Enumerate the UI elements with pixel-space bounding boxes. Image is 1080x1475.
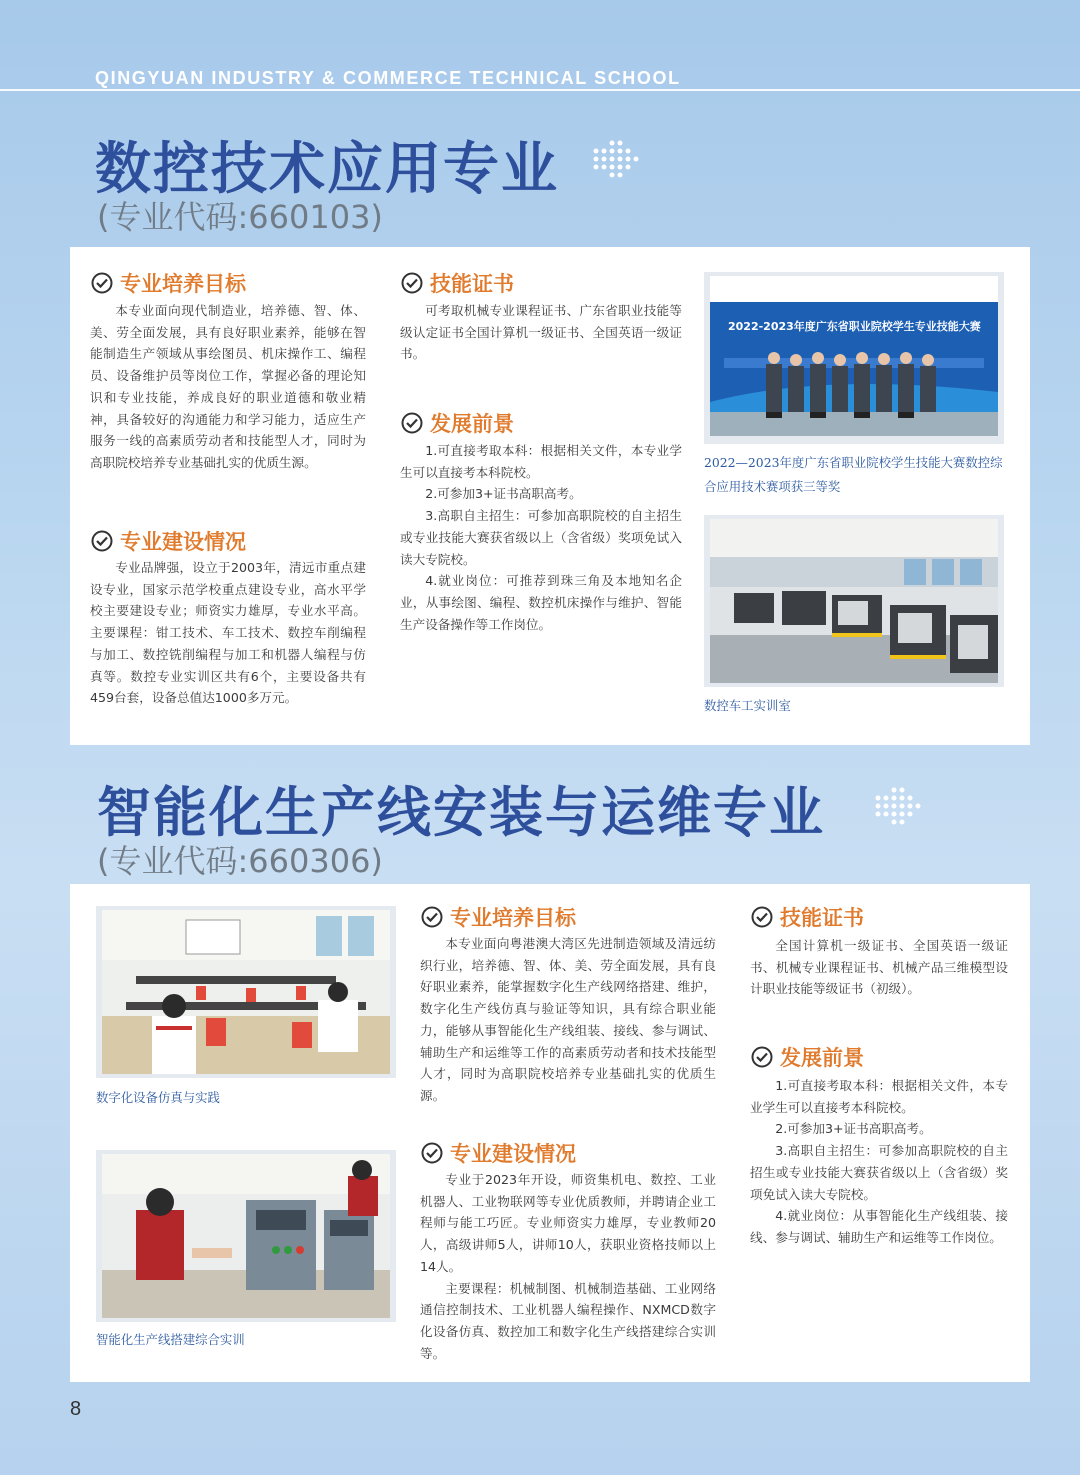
major1-prospect-heading	[400, 408, 514, 438]
section-heading-label: 专业建设情况	[120, 530, 246, 554]
check-circle-icon	[750, 905, 774, 929]
cnc-lathe-lab-photo	[704, 515, 1004, 687]
production-line-training-photo	[96, 1150, 396, 1322]
section-heading-label: 专业建设情况	[450, 1142, 576, 1166]
header-rule	[0, 89, 1080, 91]
major1-construction-text	[90, 557, 366, 709]
prospect-item: 2.可参加3+证书高职高考。	[425, 486, 582, 502]
major2-prospect-list	[750, 1075, 1008, 1249]
paragraph: 本专业面向粤港澳大湾区先进制造领域及清远纺织行业，培养德、智、体、美、劳全面发展，具有良好职业素养，能掌握数字化生产线网络搭建、维护，数字化生产线仿真与验证等知识，具有综合职业能力，能够从事智能化生产线组装、接线、参与调试、辅助生产和运维等工作的高素质劳动者和技术技能型人才，同时为高职院校培养专业基础扎实的优质生源。	[420, 936, 716, 1103]
major1-goal-heading	[90, 268, 246, 298]
major2-photo2-caption: 智能化生产线搭建综合实训	[96, 1332, 245, 1347]
page-number: 8	[70, 1398, 82, 1420]
paragraph: 专业于2023年开设，师资集机电、数控、工业机器人、工业物联网等专业优质教师，并聘请企业工程师与能工巧匠。专业师资实力雄厚，专业教师20人，高级讲师5人，讲师10人，获职业资格技师以上14人。	[420, 1172, 716, 1274]
check-circle-icon	[90, 529, 114, 553]
section-heading-label: 技能证书	[780, 906, 864, 930]
paragraph: 专业品牌强，设立于2003年，清远市重点建设专业，国家示范学校重点建设专业，高水平学校主要建设专业；师资实力雄厚，专业水平高。主要课程：钳工技术、车工技术、数控车削编程与加工、数控铣削编程与加工和机器人编程与仿真等。数控专业实训区共有6个，主要设备共有459台套，设备总值达1000多万元。	[90, 560, 366, 706]
major2-goal-text	[420, 933, 716, 1107]
major1-photo2-caption: 数控车工实训室	[704, 698, 791, 713]
prospect-item: 1.可直接考取本科：根据相关文件，本专业学生可以直接考本科院校。	[400, 443, 682, 480]
prospect-item: 1.可直接考取本科：根据相关文件，本专业学生可以直接考本科院校。	[750, 1078, 1008, 1115]
section-heading-label: 专业培养目标	[450, 906, 576, 930]
prospect-item: 2.可参加3+证书高职高考。	[775, 1121, 932, 1137]
major1-goal-text	[90, 300, 366, 474]
major1-prospect-list	[400, 440, 682, 635]
prospect-item: 4.就业岗位：可推荐到珠三角及本地知名企业，从事绘图、编程、数控机床操作与维护、智能生产设备操作等工作岗位。	[400, 573, 682, 632]
paragraph: 主要课程：机械制图、机械制造基础、工业网络通信控制技术、工业机器人编程操作、NXMCD数字化设备仿真、数控加工和数字化生产线搭建综合实训等。	[420, 1280, 716, 1361]
check-circle-icon	[400, 411, 424, 435]
major1-photo1-caption: 2022—2023年度广东省职业院校学生技能大赛数控综合应用技术赛项获三等奖	[704, 455, 1003, 494]
major2-title: 智能化生产线安装与运维专业	[97, 781, 825, 844]
major2-certificate-text	[750, 935, 1008, 1000]
prospect-item: 3.高职自主招生：可参加高职院校的自主招生或专业技能大赛获省级以上（含省级）奖项免试入读大专院校。	[750, 1143, 1008, 1202]
dot-arrow-icon	[590, 135, 642, 183]
major1-construction-heading	[90, 526, 246, 556]
section-heading-label: 专业培养目标	[120, 272, 246, 296]
digital-equipment-lab-photo	[96, 906, 396, 1078]
check-circle-icon	[420, 905, 444, 929]
section-heading-label: 发展前景	[430, 412, 514, 436]
paragraph: 全国计算机一级证书、全国英语一级证书、机械专业课程证书、机械产品三维模型设计职业技能等级证书（初级）。	[750, 938, 1008, 997]
paragraph: 可考取机械专业课程证书、广东省职业技能等级认定证书全国计算机一级证书、全国英语一级证书。	[400, 303, 682, 362]
check-circle-icon	[90, 271, 114, 295]
check-circle-icon	[420, 1141, 444, 1165]
major1-certificate-heading	[400, 268, 514, 298]
banner-text: 2022-2023年度广东省职业院校学生专业技能大赛	[728, 320, 981, 333]
prospect-item: 3.高职自主招生：可参加高职院校的自主招生或专业技能大赛获省级以上（含省级）奖项免试入读大专院校。	[400, 508, 682, 567]
major1-code: (专业代码:660103)	[97, 198, 383, 236]
dot-arrow-icon	[872, 782, 924, 830]
prospect-item: 4.就业岗位：从事智能化生产线组装、接线、参与调试、辅助生产和运维等工作岗位。	[750, 1208, 1008, 1245]
major2-prospect-heading	[750, 1042, 864, 1072]
section-heading-label: 发展前景	[780, 1046, 864, 1070]
major2-code: (专业代码:660306)	[97, 842, 383, 880]
major2-certificate-heading	[750, 902, 864, 932]
check-circle-icon	[750, 1045, 774, 1069]
competition-award-photo	[704, 272, 1004, 444]
check-circle-icon	[400, 271, 424, 295]
major2-photo1-caption: 数字化设备仿真与实践	[96, 1090, 220, 1105]
school-name-header: QINGYUAN INDUSTRY & COMMERCE TECHNICAL SCHOOL	[95, 68, 681, 88]
major2-construction-text	[420, 1169, 716, 1364]
major1-title: 数控技术应用专业	[95, 137, 559, 202]
major2-goal-heading	[420, 902, 576, 932]
paragraph: 本专业面向现代制造业，培养德、智、体、美、劳全面发展，具有良好职业素养，能够在智能制造生产领域从事绘图员、机床操作工、编程员、设备维护员等岗位工作，掌握必备的理论知识和专业技能，养成良好的职业道德和敬业精神，具备较好的沟通能力和学习能力，适应生产服务一线的高素质劳动者和技能型人才，同时为高职院校培养专业基础扎实的优质生源。	[90, 303, 366, 470]
major2-construction-heading	[420, 1138, 576, 1168]
section-heading-label: 技能证书	[430, 272, 514, 296]
major1-certificate-text	[400, 300, 682, 365]
